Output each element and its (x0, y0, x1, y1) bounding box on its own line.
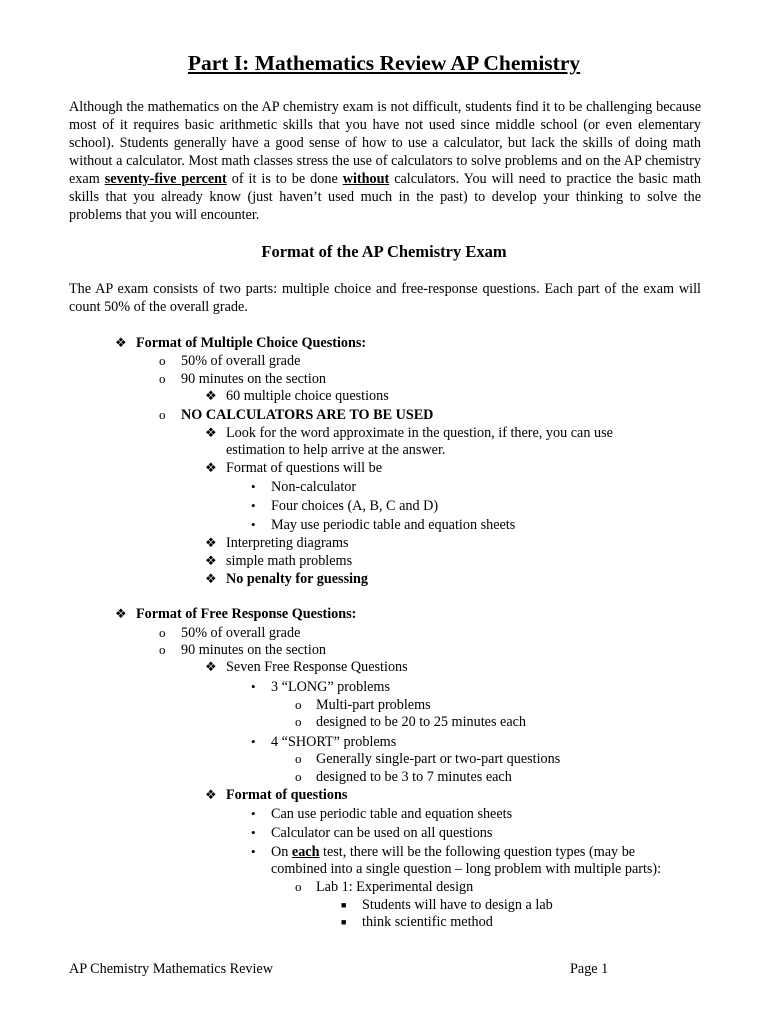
mc-periodic: May use periodic table and equation sheets (271, 517, 516, 533)
intro-text-1: Although the mathematics on the AP chemistry exam is not difficult, students find it to be challenging because most of it requires basic arithmetic skills that you have not used since middle school (or even elementary school). Students generally have a good sense of how to use a calculator, but lack the skills of doing math without a calculator. Most math classes stress the use of calculators to solve problems and on the AP chemistry exam (69, 99, 701, 187)
intro-paragraph (69, 98, 701, 224)
dot-bullet-icon: • (251, 498, 256, 513)
mc-grade: 50% of overall grade (181, 353, 301, 369)
fr-grade: 50% of overall grade (181, 625, 301, 641)
emphasis-each: each (291, 844, 320, 860)
mc-format: Format of questions will be (226, 460, 383, 476)
dot-bullet-icon: • (251, 479, 256, 494)
circle-bullet-icon: o (159, 625, 166, 640)
fr-format: Format of questions (226, 787, 348, 803)
mc-no-calculators: NO CALCULATORS ARE TO BE USED (181, 407, 434, 423)
footer-page-number: Page 1 (570, 961, 609, 977)
diamond-bullet-icon: ❖ (115, 606, 127, 621)
fr-single-part: Generally single-part or two-part questions (316, 751, 561, 767)
fr-types-line-2: combined into a single question – long problem with multiple parts): (271, 861, 662, 877)
fr-on: On (271, 844, 292, 860)
fr-short-problems: 4 “SHORT” problems (271, 734, 397, 750)
circle-bullet-icon: o (159, 407, 166, 422)
mc-minutes: 90 minutes on the section (181, 371, 327, 387)
mc-non-calculator: Non-calculator (271, 479, 357, 495)
dot-bullet-icon: • (251, 806, 256, 821)
emphasis-seventy-five-percent: seventy-five percent (104, 171, 227, 187)
emphasis-without: without (342, 171, 390, 187)
mc-no-penalty: No penalty for guessing (226, 571, 369, 587)
page-title: Part I: Mathematics Review AP Chemistry (187, 51, 581, 75)
mc-diagrams: Interpreting diagrams (226, 535, 349, 551)
circle-bullet-icon: o (159, 642, 166, 657)
fr-design-lab: Students will have to design a lab (362, 897, 553, 913)
fr-types-rest: test, there will be the following question types (may be (319, 844, 636, 860)
circle-bullet-icon: o (295, 879, 302, 894)
dot-bullet-icon: • (251, 844, 256, 859)
fr-long-time: designed to be 20 to 25 minutes each (316, 714, 527, 730)
diamond-bullet-icon: ❖ (205, 388, 217, 403)
fr-periodic: Can use periodic table and equation sheets (271, 806, 513, 822)
fr-scientific-method: think scientific method (362, 914, 493, 930)
circle-bullet-icon: o (295, 714, 302, 729)
diamond-bullet-icon: ❖ (205, 659, 217, 674)
fr-calculator: Calculator can be used on all questions (271, 825, 493, 841)
fr-types-line-1 (271, 843, 635, 861)
mc-approximate-line-1: Look for the word approximate in the question, if there, you can use (226, 425, 613, 441)
mc-heading: Format of Multiple Choice Questions: (136, 335, 367, 351)
footer-left: AP Chemistry Mathematics Review (69, 961, 273, 977)
diamond-bullet-icon: ❖ (205, 787, 217, 802)
fr-short-time: designed to be 3 to 7 minutes each (316, 769, 512, 785)
circle-bullet-icon: o (295, 751, 302, 766)
circle-bullet-icon: o (295, 697, 302, 712)
diamond-bullet-icon: ❖ (205, 460, 217, 475)
mc-simple-math: simple math problems (226, 553, 353, 569)
dot-bullet-icon: • (251, 517, 256, 532)
diamond-bullet-icon: ❖ (205, 571, 217, 586)
overview-paragraph: The AP exam consists of two parts: multiple choice and free-response questions. Each part of the exam will count 50% of the overall grade. (69, 281, 701, 315)
square-bullet-icon: ■ (341, 917, 347, 927)
circle-bullet-icon: o (159, 353, 166, 368)
diamond-bullet-icon: ❖ (205, 535, 217, 550)
mc-approximate-line-2: estimation to help arrive at the answer. (226, 442, 446, 458)
dot-bullet-icon: • (251, 825, 256, 840)
fr-multi-part: Multi-part problems (316, 697, 431, 713)
square-bullet-icon: ■ (341, 900, 347, 910)
circle-bullet-icon: o (159, 371, 166, 386)
intro-text-2: of it is to be done (226, 171, 343, 187)
circle-bullet-icon: o (295, 769, 302, 784)
fr-minutes: 90 minutes on the section (181, 642, 327, 658)
fr-long-problems: 3 “LONG” problems (271, 679, 390, 695)
diamond-bullet-icon: ❖ (115, 335, 127, 350)
diamond-bullet-icon: ❖ (205, 553, 217, 568)
intro-text-3: calculators. You will need to practice the basic math skills that you already know (just haven’t used much in the past) to develop your thinking to solve the problems that you will encounter. (69, 171, 702, 223)
diamond-bullet-icon: ❖ (205, 425, 217, 440)
mc-count: 60 multiple choice questions (226, 388, 389, 404)
fr-lab-1: Lab 1: Experimental design (316, 879, 474, 895)
mc-choices: Four choices (A, B, C and D) (271, 498, 439, 514)
fr-seven-questions: Seven Free Response Questions (226, 659, 408, 675)
fr-heading: Format of Free Response Questions: (136, 606, 357, 622)
section-heading: Format of the AP Chemistry Exam (261, 242, 507, 261)
dot-bullet-icon: • (251, 679, 256, 694)
dot-bullet-icon: • (251, 734, 256, 749)
